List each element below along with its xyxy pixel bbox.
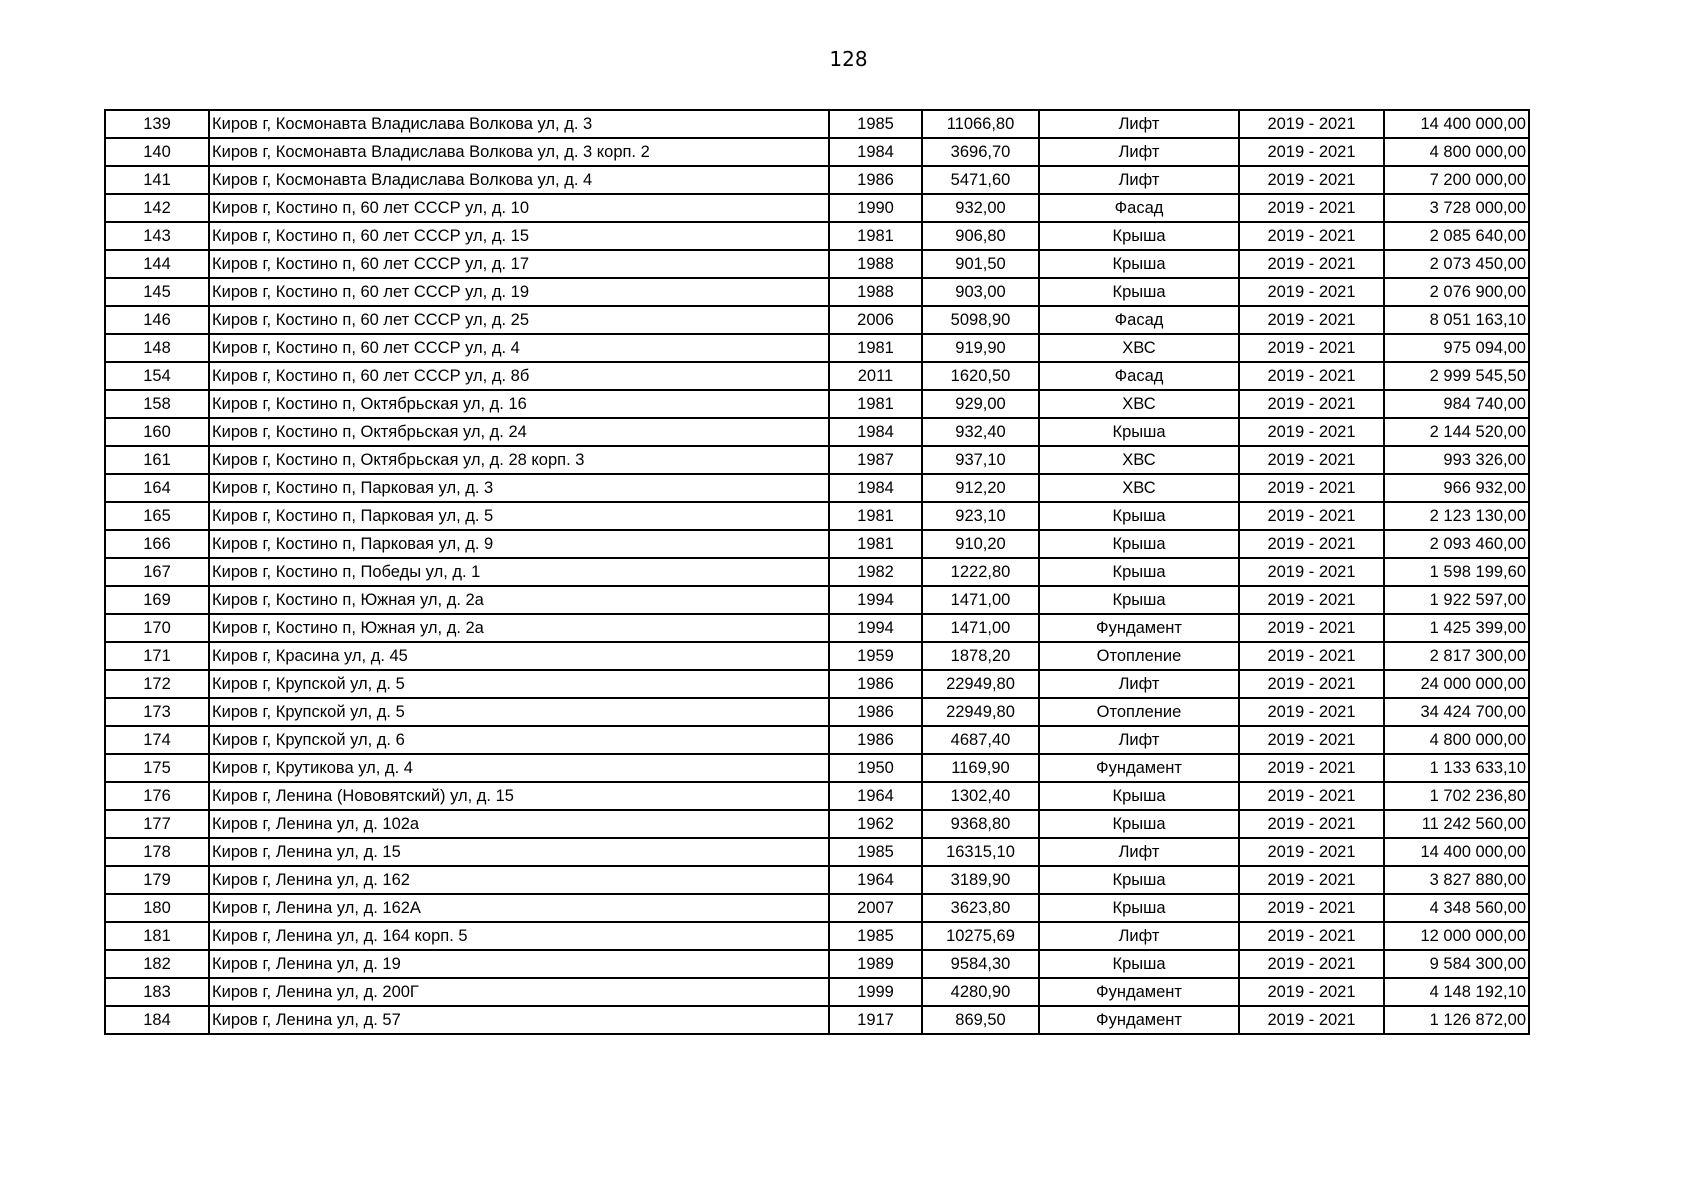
area-cell: 5471,60 xyxy=(922,166,1039,194)
build-year-cell: 1981 xyxy=(829,530,922,558)
work-type-cell: Лифт xyxy=(1039,110,1239,138)
page-number: 128 xyxy=(829,47,868,71)
period-cell: 2019 - 2021 xyxy=(1239,894,1384,922)
table-row xyxy=(105,446,1529,474)
address-cell: Киров г, Ленина ул, д. 19 xyxy=(209,950,829,978)
work-type-cell: Отопление xyxy=(1039,642,1239,670)
cost-cell: 7 200 000,00 xyxy=(1384,166,1529,194)
build-year-cell: 1990 xyxy=(829,194,922,222)
work-type-cell: Крыша xyxy=(1039,502,1239,530)
table-row xyxy=(105,754,1529,782)
work-type-cell: Фундамент xyxy=(1039,614,1239,642)
table-row xyxy=(105,586,1529,614)
repair-program-table xyxy=(104,109,1530,1035)
period-cell: 2019 - 2021 xyxy=(1239,306,1384,334)
area-cell: 912,20 xyxy=(922,474,1039,502)
period-cell: 2019 - 2021 xyxy=(1239,446,1384,474)
cost-cell: 2 076 900,00 xyxy=(1384,278,1529,306)
period-cell: 2019 - 2021 xyxy=(1239,334,1384,362)
period-cell: 2019 - 2021 xyxy=(1239,866,1384,894)
build-year-cell: 1994 xyxy=(829,586,922,614)
cost-cell: 2 123 130,00 xyxy=(1384,502,1529,530)
table-body xyxy=(105,110,1529,1034)
build-year-cell: 1987 xyxy=(829,446,922,474)
cost-cell: 14 400 000,00 xyxy=(1384,838,1529,866)
row-number-cell: 158 xyxy=(105,390,209,418)
cost-cell: 966 932,00 xyxy=(1384,474,1529,502)
row-number-cell: 174 xyxy=(105,726,209,754)
build-year-cell: 2011 xyxy=(829,362,922,390)
area-cell: 22949,80 xyxy=(922,698,1039,726)
row-number-cell: 145 xyxy=(105,278,209,306)
area-cell: 4280,90 xyxy=(922,978,1039,1006)
table-row xyxy=(105,782,1529,810)
row-number-cell: 139 xyxy=(105,110,209,138)
area-cell: 903,00 xyxy=(922,278,1039,306)
area-cell: 1878,20 xyxy=(922,642,1039,670)
cost-cell: 984 740,00 xyxy=(1384,390,1529,418)
area-cell: 3623,80 xyxy=(922,894,1039,922)
area-cell: 5098,90 xyxy=(922,306,1039,334)
work-type-cell: Фасад xyxy=(1039,362,1239,390)
row-number-cell: 165 xyxy=(105,502,209,530)
address-cell: Киров г, Космонавта Владислава Волкова ул, д. 4 xyxy=(209,166,829,194)
work-type-cell: Крыша xyxy=(1039,418,1239,446)
table-row xyxy=(105,110,1529,138)
work-type-cell: Крыша xyxy=(1039,586,1239,614)
period-cell: 2019 - 2021 xyxy=(1239,642,1384,670)
table-row xyxy=(105,138,1529,166)
work-type-cell: Фундамент xyxy=(1039,754,1239,782)
cost-cell: 2 073 450,00 xyxy=(1384,250,1529,278)
work-type-cell: Фундамент xyxy=(1039,978,1239,1006)
address-cell: Киров г, Ленина ул, д. 57 xyxy=(209,1006,829,1034)
cost-cell: 3 728 000,00 xyxy=(1384,194,1529,222)
row-number-cell: 182 xyxy=(105,950,209,978)
area-cell: 16315,10 xyxy=(922,838,1039,866)
period-cell: 2019 - 2021 xyxy=(1239,614,1384,642)
table-row xyxy=(105,670,1529,698)
table-row xyxy=(105,474,1529,502)
build-year-cell: 1985 xyxy=(829,110,922,138)
cost-cell: 2 093 460,00 xyxy=(1384,530,1529,558)
work-type-cell: Лифт xyxy=(1039,670,1239,698)
build-year-cell: 1981 xyxy=(829,390,922,418)
table-row xyxy=(105,614,1529,642)
period-cell: 2019 - 2021 xyxy=(1239,586,1384,614)
table-row xyxy=(105,194,1529,222)
row-number-cell: 172 xyxy=(105,670,209,698)
build-year-cell: 2006 xyxy=(829,306,922,334)
period-cell: 2019 - 2021 xyxy=(1239,474,1384,502)
build-year-cell: 1950 xyxy=(829,754,922,782)
work-type-cell: Фундамент xyxy=(1039,1006,1239,1034)
row-number-cell: 175 xyxy=(105,754,209,782)
cost-cell: 9 584 300,00 xyxy=(1384,950,1529,978)
build-year-cell: 1999 xyxy=(829,978,922,1006)
row-number-cell: 171 xyxy=(105,642,209,670)
address-cell: Киров г, Костино п, 60 лет СССР ул, д. 8б xyxy=(209,362,829,390)
period-cell: 2019 - 2021 xyxy=(1239,558,1384,586)
cost-cell: 4 148 192,10 xyxy=(1384,978,1529,1006)
cost-cell: 1 126 872,00 xyxy=(1384,1006,1529,1034)
work-type-cell: Лифт xyxy=(1039,138,1239,166)
build-year-cell: 1982 xyxy=(829,558,922,586)
work-type-cell: Лифт xyxy=(1039,166,1239,194)
period-cell: 2019 - 2021 xyxy=(1239,166,1384,194)
table-row xyxy=(105,894,1529,922)
row-number-cell: 161 xyxy=(105,446,209,474)
work-type-cell: ХВС xyxy=(1039,474,1239,502)
build-year-cell: 1985 xyxy=(829,838,922,866)
cost-cell: 2 999 545,50 xyxy=(1384,362,1529,390)
work-type-cell: Крыша xyxy=(1039,278,1239,306)
table-row xyxy=(105,362,1529,390)
area-cell: 4687,40 xyxy=(922,726,1039,754)
build-year-cell: 1986 xyxy=(829,726,922,754)
work-type-cell: Фасад xyxy=(1039,306,1239,334)
period-cell: 2019 - 2021 xyxy=(1239,810,1384,838)
period-cell: 2019 - 2021 xyxy=(1239,418,1384,446)
table-row xyxy=(105,558,1529,586)
cost-cell: 1 922 597,00 xyxy=(1384,586,1529,614)
area-cell: 9584,30 xyxy=(922,950,1039,978)
address-cell: Киров г, Костино п, 60 лет СССР ул, д. 19 xyxy=(209,278,829,306)
address-cell: Киров г, Костино п, Южная ул, д. 2а xyxy=(209,586,829,614)
build-year-cell: 2007 xyxy=(829,894,922,922)
cost-cell: 993 326,00 xyxy=(1384,446,1529,474)
table-row xyxy=(105,866,1529,894)
row-number-cell: 148 xyxy=(105,334,209,362)
area-cell: 1302,40 xyxy=(922,782,1039,810)
cost-cell: 1 702 236,80 xyxy=(1384,782,1529,810)
table-row xyxy=(105,838,1529,866)
build-year-cell: 1984 xyxy=(829,418,922,446)
table-row xyxy=(105,390,1529,418)
cost-cell: 3 827 880,00 xyxy=(1384,866,1529,894)
row-number-cell: 177 xyxy=(105,810,209,838)
address-cell: Киров г, Крутикова ул, д. 4 xyxy=(209,754,829,782)
area-cell: 11066,80 xyxy=(922,110,1039,138)
row-number-cell: 180 xyxy=(105,894,209,922)
address-cell: Киров г, Крупской ул, д. 5 xyxy=(209,670,829,698)
build-year-cell: 1981 xyxy=(829,502,922,530)
cost-cell: 2 817 300,00 xyxy=(1384,642,1529,670)
build-year-cell: 1984 xyxy=(829,474,922,502)
area-cell: 929,00 xyxy=(922,390,1039,418)
area-cell: 3189,90 xyxy=(922,866,1039,894)
area-cell: 932,40 xyxy=(922,418,1039,446)
cost-cell: 14 400 000,00 xyxy=(1384,110,1529,138)
row-number-cell: 169 xyxy=(105,586,209,614)
cost-cell: 4 800 000,00 xyxy=(1384,726,1529,754)
address-cell: Киров г, Костино п, Южная ул, д. 2а xyxy=(209,614,829,642)
address-cell: Киров г, Ленина ул, д. 102а xyxy=(209,810,829,838)
address-cell: Киров г, Костино п, Парковая ул, д. 9 xyxy=(209,530,829,558)
period-cell: 2019 - 2021 xyxy=(1239,782,1384,810)
work-type-cell: ХВС xyxy=(1039,334,1239,362)
address-cell: Киров г, Ленина ул, д. 162А xyxy=(209,894,829,922)
cost-cell: 4 800 000,00 xyxy=(1384,138,1529,166)
period-cell: 2019 - 2021 xyxy=(1239,194,1384,222)
row-number-cell: 141 xyxy=(105,166,209,194)
build-year-cell: 1981 xyxy=(829,222,922,250)
table-row xyxy=(105,978,1529,1006)
row-number-cell: 181 xyxy=(105,922,209,950)
row-number-cell: 166 xyxy=(105,530,209,558)
cost-cell: 1 598 199,60 xyxy=(1384,558,1529,586)
row-number-cell: 170 xyxy=(105,614,209,642)
build-year-cell: 1984 xyxy=(829,138,922,166)
address-cell: Киров г, Красина ул, д. 45 xyxy=(209,642,829,670)
row-number-cell: 142 xyxy=(105,194,209,222)
row-number-cell: 183 xyxy=(105,978,209,1006)
build-year-cell: 1994 xyxy=(829,614,922,642)
work-type-cell: Крыша xyxy=(1039,530,1239,558)
address-cell: Киров г, Костино п, Октябрьская ул, д. 24 xyxy=(209,418,829,446)
cost-cell: 1 425 399,00 xyxy=(1384,614,1529,642)
period-cell: 2019 - 2021 xyxy=(1239,950,1384,978)
cost-cell: 1 133 633,10 xyxy=(1384,754,1529,782)
table-row xyxy=(105,502,1529,530)
table-row xyxy=(105,530,1529,558)
period-cell: 2019 - 2021 xyxy=(1239,390,1384,418)
table-row xyxy=(105,1006,1529,1034)
period-cell: 2019 - 2021 xyxy=(1239,754,1384,782)
cost-cell: 12 000 000,00 xyxy=(1384,922,1529,950)
period-cell: 2019 - 2021 xyxy=(1239,502,1384,530)
work-type-cell: Крыша xyxy=(1039,810,1239,838)
table-row xyxy=(105,418,1529,446)
row-number-cell: 164 xyxy=(105,474,209,502)
area-cell: 923,10 xyxy=(922,502,1039,530)
address-cell: Киров г, Крупской ул, д. 6 xyxy=(209,726,829,754)
area-cell: 22949,80 xyxy=(922,670,1039,698)
table-row xyxy=(105,810,1529,838)
row-number-cell: 143 xyxy=(105,222,209,250)
row-number-cell: 160 xyxy=(105,418,209,446)
area-cell: 932,00 xyxy=(922,194,1039,222)
address-cell: Киров г, Костино п, 60 лет СССР ул, д. 25 xyxy=(209,306,829,334)
period-cell: 2019 - 2021 xyxy=(1239,110,1384,138)
build-year-cell: 1962 xyxy=(829,810,922,838)
address-cell: Киров г, Костино п, Парковая ул, д. 5 xyxy=(209,502,829,530)
work-type-cell: Крыша xyxy=(1039,558,1239,586)
address-cell: Киров г, Ленина ул, д. 15 xyxy=(209,838,829,866)
period-cell: 2019 - 2021 xyxy=(1239,222,1384,250)
build-year-cell: 1964 xyxy=(829,782,922,810)
table-row xyxy=(105,222,1529,250)
area-cell: 869,50 xyxy=(922,1006,1039,1034)
table-row xyxy=(105,950,1529,978)
build-year-cell: 1986 xyxy=(829,698,922,726)
table-row xyxy=(105,166,1529,194)
work-type-cell: Крыша xyxy=(1039,250,1239,278)
period-cell: 2019 - 2021 xyxy=(1239,838,1384,866)
build-year-cell: 1981 xyxy=(829,334,922,362)
period-cell: 2019 - 2021 xyxy=(1239,1006,1384,1034)
address-cell: Киров г, Костино п, Победы ул, д. 1 xyxy=(209,558,829,586)
address-cell: Киров г, Костино п, 60 лет СССР ул, д. 15 xyxy=(209,222,829,250)
work-type-cell: Лифт xyxy=(1039,922,1239,950)
build-year-cell: 1988 xyxy=(829,278,922,306)
work-type-cell: ХВС xyxy=(1039,446,1239,474)
cost-cell: 2 085 640,00 xyxy=(1384,222,1529,250)
area-cell: 10275,69 xyxy=(922,922,1039,950)
address-cell: Киров г, Ленина ул, д. 200Г xyxy=(209,978,829,1006)
address-cell: Киров г, Крупской ул, д. 5 xyxy=(209,698,829,726)
area-cell: 919,90 xyxy=(922,334,1039,362)
cost-cell: 34 424 700,00 xyxy=(1384,698,1529,726)
cost-cell: 975 094,00 xyxy=(1384,334,1529,362)
work-type-cell: Крыша xyxy=(1039,222,1239,250)
table-row xyxy=(105,726,1529,754)
table-row xyxy=(105,642,1529,670)
work-type-cell: Крыша xyxy=(1039,782,1239,810)
cost-cell: 11 242 560,00 xyxy=(1384,810,1529,838)
build-year-cell: 1959 xyxy=(829,642,922,670)
row-number-cell: 167 xyxy=(105,558,209,586)
address-cell: Киров г, Костино п, Октябрьская ул, д. 16 xyxy=(209,390,829,418)
row-number-cell: 140 xyxy=(105,138,209,166)
address-cell: Киров г, Костино п, Октябрьская ул, д. 28 корп. 3 xyxy=(209,446,829,474)
row-number-cell: 176 xyxy=(105,782,209,810)
address-cell: Киров г, Ленина ул, д. 162 xyxy=(209,866,829,894)
work-type-cell: Лифт xyxy=(1039,726,1239,754)
period-cell: 2019 - 2021 xyxy=(1239,362,1384,390)
table-row xyxy=(105,250,1529,278)
build-year-cell: 1917 xyxy=(829,1006,922,1034)
row-number-cell: 184 xyxy=(105,1006,209,1034)
table-row xyxy=(105,698,1529,726)
area-cell: 3696,70 xyxy=(922,138,1039,166)
address-cell: Киров г, Космонавта Владислава Волкова ул, д. 3 xyxy=(209,110,829,138)
work-type-cell: Крыша xyxy=(1039,950,1239,978)
row-number-cell: 154 xyxy=(105,362,209,390)
address-cell: Киров г, Костино п, 60 лет СССР ул, д. 17 xyxy=(209,250,829,278)
area-cell: 901,50 xyxy=(922,250,1039,278)
area-cell: 906,80 xyxy=(922,222,1039,250)
area-cell: 1222,80 xyxy=(922,558,1039,586)
row-number-cell: 178 xyxy=(105,838,209,866)
area-cell: 1169,90 xyxy=(922,754,1039,782)
period-cell: 2019 - 2021 xyxy=(1239,250,1384,278)
address-cell: Киров г, Космонавта Владислава Волкова ул, д. 3 корп. 2 xyxy=(209,138,829,166)
cost-cell: 24 000 000,00 xyxy=(1384,670,1529,698)
row-number-cell: 146 xyxy=(105,306,209,334)
period-cell: 2019 - 2021 xyxy=(1239,978,1384,1006)
area-cell: 910,20 xyxy=(922,530,1039,558)
work-type-cell: Крыша xyxy=(1039,894,1239,922)
build-year-cell: 1986 xyxy=(829,166,922,194)
build-year-cell: 1985 xyxy=(829,922,922,950)
build-year-cell: 1988 xyxy=(829,250,922,278)
area-cell: 1471,00 xyxy=(922,614,1039,642)
cost-cell: 2 144 520,00 xyxy=(1384,418,1529,446)
period-cell: 2019 - 2021 xyxy=(1239,726,1384,754)
area-cell: 1620,50 xyxy=(922,362,1039,390)
period-cell: 2019 - 2021 xyxy=(1239,530,1384,558)
address-cell: Киров г, Костино п, 60 лет СССР ул, д. 10 xyxy=(209,194,829,222)
work-type-cell: Отопление xyxy=(1039,698,1239,726)
build-year-cell: 1964 xyxy=(829,866,922,894)
table-row xyxy=(105,922,1529,950)
work-type-cell: Фасад xyxy=(1039,194,1239,222)
period-cell: 2019 - 2021 xyxy=(1239,698,1384,726)
period-cell: 2019 - 2021 xyxy=(1239,278,1384,306)
period-cell: 2019 - 2021 xyxy=(1239,138,1384,166)
area-cell: 9368,80 xyxy=(922,810,1039,838)
work-type-cell: Лифт xyxy=(1039,838,1239,866)
address-cell: Киров г, Ленина ул, д. 164 корп. 5 xyxy=(209,922,829,950)
build-year-cell: 1989 xyxy=(829,950,922,978)
area-cell: 937,10 xyxy=(922,446,1039,474)
row-number-cell: 179 xyxy=(105,866,209,894)
work-type-cell: Крыша xyxy=(1039,866,1239,894)
build-year-cell: 1986 xyxy=(829,670,922,698)
address-cell: Киров г, Ленина (Нововятский) ул, д. 15 xyxy=(209,782,829,810)
row-number-cell: 144 xyxy=(105,250,209,278)
period-cell: 2019 - 2021 xyxy=(1239,670,1384,698)
period-cell: 2019 - 2021 xyxy=(1239,922,1384,950)
cost-cell: 4 348 560,00 xyxy=(1384,894,1529,922)
area-cell: 1471,00 xyxy=(922,586,1039,614)
table-row xyxy=(105,278,1529,306)
address-cell: Киров г, Костино п, 60 лет СССР ул, д. 4 xyxy=(209,334,829,362)
address-cell: Киров г, Костино п, Парковая ул, д. 3 xyxy=(209,474,829,502)
table-row xyxy=(105,334,1529,362)
table-row xyxy=(105,306,1529,334)
cost-cell: 8 051 163,10 xyxy=(1384,306,1529,334)
row-number-cell: 173 xyxy=(105,698,209,726)
work-type-cell: ХВС xyxy=(1039,390,1239,418)
